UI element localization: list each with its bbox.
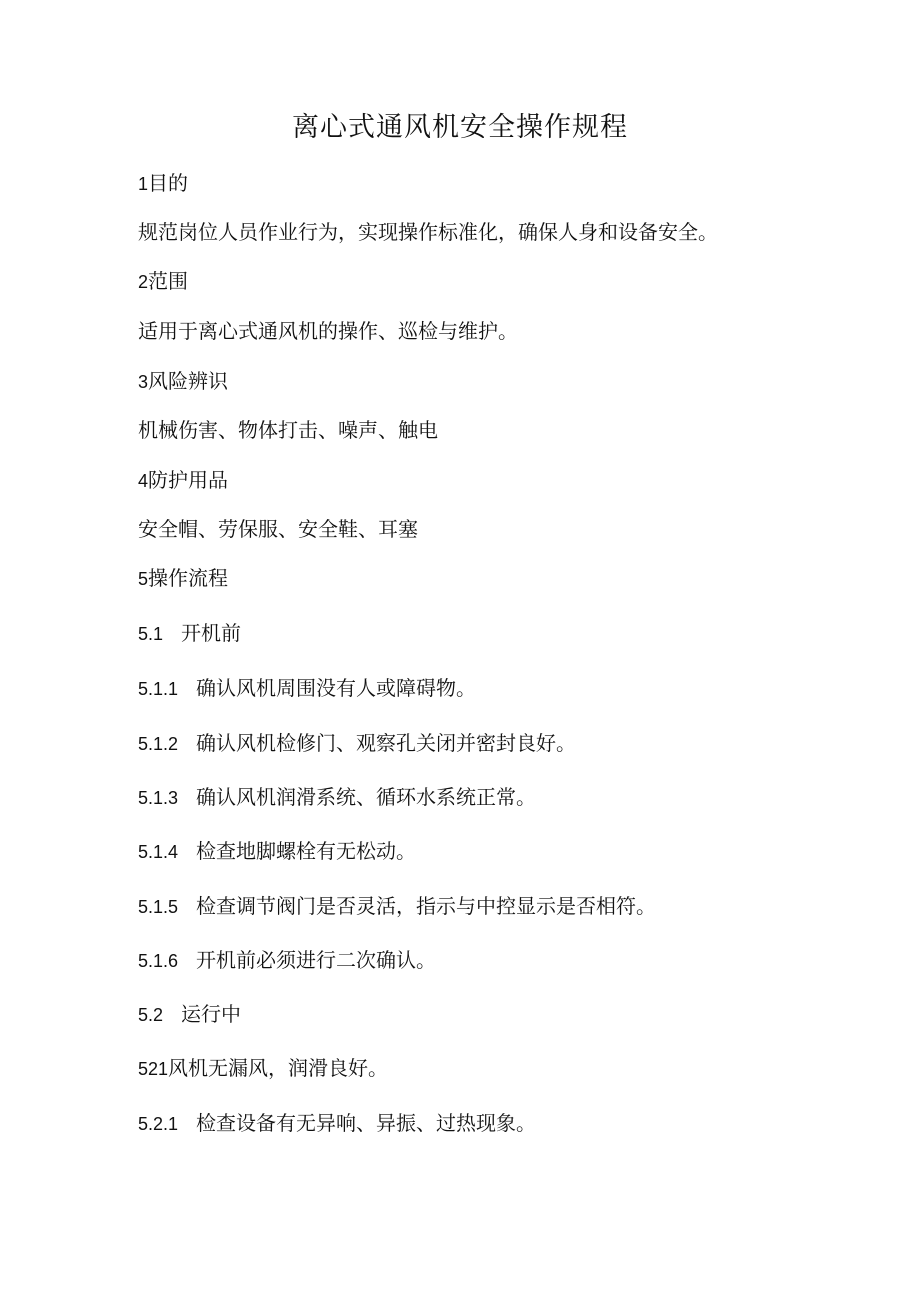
item-5-1-6	[138, 945, 436, 976]
item-5-1-3	[138, 782, 536, 813]
item-number: 5.1.1	[138, 679, 179, 699]
section-number: 5	[138, 569, 149, 589]
item-5-1-2	[138, 728, 576, 759]
item-number: 5.1.3	[138, 788, 179, 808]
item-number: 5.1.4	[138, 842, 179, 862]
section-body-ppe: 安全帽、劳保服、安全鞋、耳塞	[138, 517, 418, 541]
item-number: 5.1.6	[138, 951, 179, 971]
section-number: 2	[138, 272, 149, 292]
section-heading-process	[138, 563, 228, 594]
section-title: 风险辨识	[148, 369, 229, 393]
item-number: 5.2	[138, 1005, 164, 1025]
item-text: 确认风机检修门、观察孔关闭并密封良好。	[196, 731, 577, 755]
item-text: 开机前必须进行二次确认。	[196, 948, 437, 972]
item-number: 5.2.1	[138, 1114, 179, 1134]
section-number: 4	[138, 471, 149, 491]
section-title: 防护用品	[148, 468, 229, 492]
section-title: 范围	[148, 269, 189, 293]
item-5-1-5	[138, 891, 656, 922]
section-body-scope: 适用于离心式通风机的操作、巡检与维护。	[138, 319, 518, 343]
item-number: 5.1	[138, 624, 164, 644]
item-number: 521	[138, 1059, 169, 1079]
section-body-purpose: 规范岗位人员作业行为，实现操作标准化，确保人身和设备安全。	[138, 220, 718, 244]
item-5-1-1	[138, 673, 476, 704]
item-521	[138, 1053, 388, 1084]
section-body-risk: 机械伤害、物体打击、噪声、触电	[138, 418, 438, 442]
item-text: 运行中	[181, 1002, 242, 1026]
section-heading-risk	[138, 366, 228, 397]
item-text: 开机前	[181, 621, 242, 645]
section-heading-scope	[138, 266, 188, 297]
item-text: 风机无漏风，润滑良好。	[168, 1056, 389, 1080]
section-title: 目的	[148, 171, 189, 195]
item-text: 确认风机周围没有人或障碍物。	[196, 676, 477, 700]
section-heading-ppe	[138, 465, 228, 496]
section-number: 1	[138, 174, 149, 194]
section-number: 3	[138, 372, 149, 392]
item-text: 检查地脚螺栓有无松动。	[196, 839, 417, 863]
item-text: 检查设备有无异响、异振、过热现象。	[196, 1111, 537, 1135]
item-text: 确认风机润滑系统、循环水系统正常。	[196, 785, 537, 809]
subsection-5-2	[138, 999, 241, 1030]
item-number: 5.1.5	[138, 897, 179, 917]
section-heading-purpose	[138, 168, 188, 199]
subsection-5-1	[138, 618, 241, 649]
item-number: 5.1.2	[138, 734, 179, 754]
item-text: 检查调节阀门是否灵活，指示与中控显示是否相符。	[196, 894, 657, 918]
item-5-1-4	[138, 836, 416, 867]
item-5-2-1	[138, 1108, 536, 1139]
section-title: 操作流程	[148, 566, 229, 590]
document-title: 离心式通风机安全操作规程	[292, 112, 628, 143]
